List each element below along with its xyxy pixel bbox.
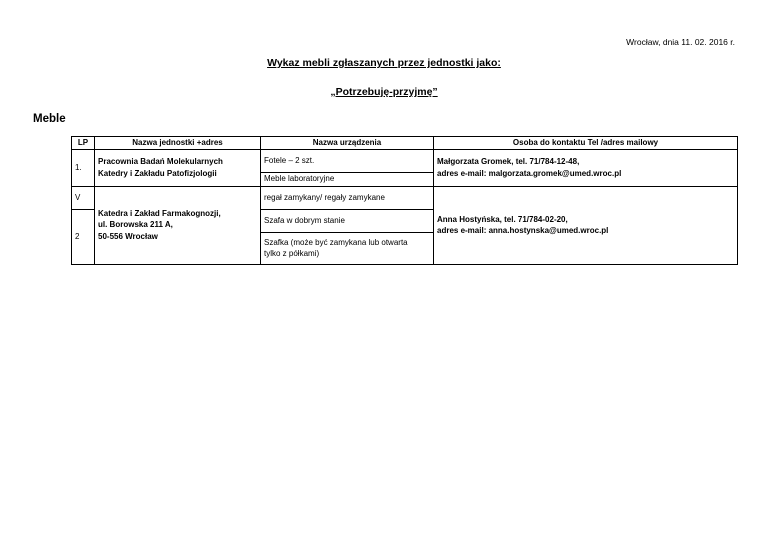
- contact-line: Anna Hostyńska, tel. 71/784-02-20,: [437, 214, 568, 224]
- section-heading: Meble: [33, 113, 66, 125]
- unit-cell: [95, 149, 261, 186]
- document-date: Wrocław, dnia 11. 02. 2016 r.: [626, 37, 735, 47]
- device-line: tylko z półkami): [264, 249, 320, 258]
- unit-line: Pracownia Badań Molekularnych: [98, 157, 223, 166]
- table-header-row: [72, 137, 738, 150]
- contact-line: Małgorzata Gromek, tel. 71/784-12-48,: [437, 157, 580, 166]
- contact-cell: [434, 149, 738, 186]
- unit-line: ul. Borowska 211 A,: [98, 220, 173, 230]
- device-line: Szafka (może być zamykana lub otwarta: [264, 237, 408, 247]
- unit-line: Katedry i Zakładu Patofizjologii: [98, 168, 217, 178]
- device-cell: Szafa w dobrym stanie: [261, 209, 434, 232]
- document-title: Wykaz mebli zgłaszanych przez jednostki jako:: [267, 57, 501, 69]
- table-row: [72, 186, 738, 209]
- document-subtitle: „Potrzebuję-przyjmę”: [330, 86, 438, 98]
- device-cell: [261, 232, 434, 264]
- column-header-unit: Nazwa jednostki +adres: [95, 137, 261, 150]
- device-cell: Fotele – 2 szt.: [261, 149, 434, 172]
- table-row: [72, 149, 738, 172]
- unit-cell: [95, 186, 261, 264]
- lp-cell-marker: V: [72, 186, 95, 209]
- unit-line: 50-556 Wrocław: [98, 231, 158, 241]
- furniture-table: [71, 136, 738, 265]
- lp-cell: 2: [72, 209, 95, 264]
- contact-line: adres e-mail: anna.hostynska@umed.wroc.pl: [437, 226, 609, 235]
- device-cell: Meble laboratoryjne: [261, 172, 434, 186]
- contact-cell: [434, 186, 738, 264]
- column-header-device: Nazwa urządzenia: [261, 137, 434, 150]
- device-cell: regał zamykany/ regały zamykane: [261, 186, 434, 209]
- column-header-contact: Osoba do kontaktu Tel /adres mailowy: [434, 137, 738, 150]
- unit-line: Katedra i Zakład Farmakognozji,: [98, 208, 221, 218]
- lp-cell: 1.: [72, 149, 95, 186]
- contact-line: adres e-mail: malgorzata.gromek@umed.wroc.pl: [437, 168, 622, 178]
- column-header-lp: LP: [72, 137, 95, 150]
